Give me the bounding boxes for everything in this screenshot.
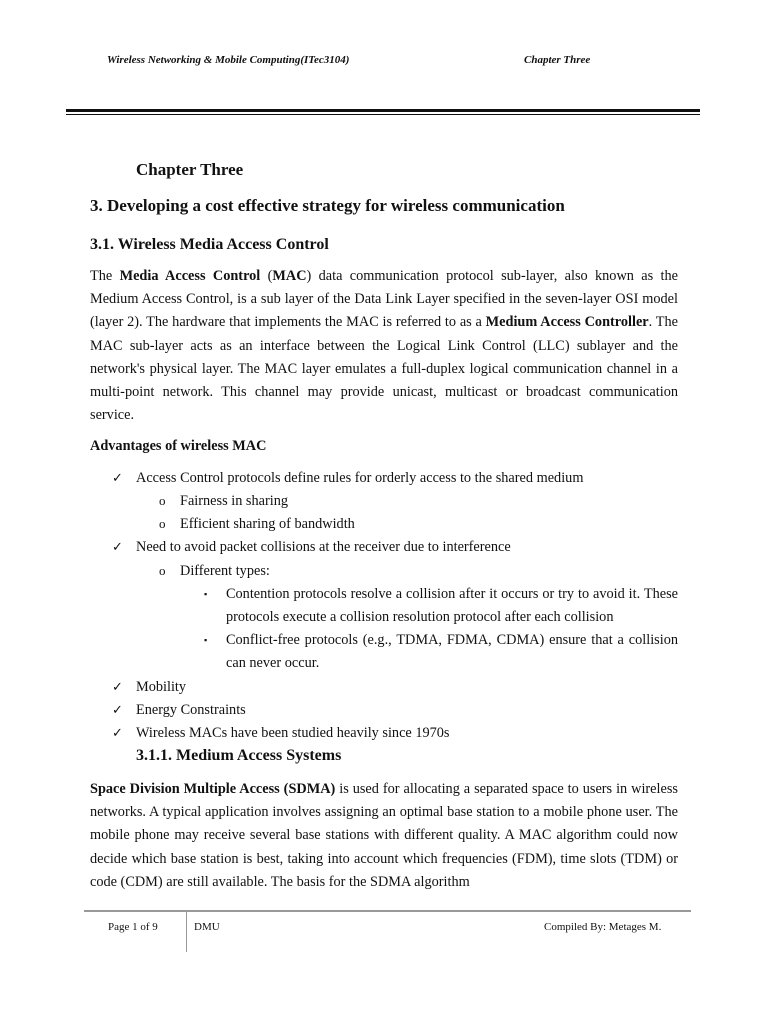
header-rule-thick — [66, 109, 700, 112]
section-heading: 3.1. Wireless Media Access Control — [90, 236, 329, 253]
list-item: Mobility — [136, 679, 187, 695]
para1-bold-controller: Medium Access Controller — [485, 314, 649, 331]
list-item: Fairness in sharing — [180, 493, 289, 509]
circle-bullet-icon: o — [159, 493, 166, 508]
running-header-chapter: Chapter Three — [524, 54, 591, 66]
list-item: Need to avoid packet collisions at the receiver due to interference — [136, 539, 511, 555]
advantages-heading: Advantages of wireless MAC — [90, 438, 267, 454]
circle-bullet-icon: o — [159, 516, 166, 531]
para2-bold-sdma: Space Division Multiple Access (SDMA) — [90, 781, 336, 797]
circle-bullet-icon: o — [159, 563, 166, 578]
footer-rule — [84, 910, 691, 912]
checkmark-icon: ✓ — [112, 470, 123, 485]
footer-divider — [186, 911, 187, 952]
checkmark-icon: ✓ — [112, 702, 123, 717]
footer-compiled-by: Compiled By: Metages M. — [544, 921, 662, 933]
header-rule-thin — [66, 114, 700, 115]
para1-text-1: The — [90, 268, 120, 284]
subsection-heading: 3.1.1. Medium Access Systems — [136, 747, 342, 764]
footer-page-number: Page 1 of 9 — [108, 921, 158, 933]
para1-bold-mac-abbrev: MAC — [272, 268, 307, 284]
checkmark-icon: ✓ — [112, 539, 123, 554]
square-bullet-icon: ▪ — [204, 635, 208, 645]
list-item: Different types: — [180, 563, 270, 579]
square-bullet-icon: ▪ — [204, 589, 208, 599]
sdma-paragraph — [90, 778, 678, 894]
list-item: Wireless MACs have been studied heavily since 1970s — [136, 725, 450, 741]
list-item: Energy Constraints — [136, 702, 246, 718]
list-item: Efficient sharing of bandwidth — [180, 516, 355, 532]
para1-bold-mac-term: Media Access Control — [119, 268, 261, 284]
para1-text-3: ) data communication protocol sub-layer, also known as the Medium Access Control, is a sub layer of the Data Link Layer specified in the seven-layer OSI model (layer 2). The hardware that implements the MAC is referred to as a — [90, 268, 678, 331]
para1-text-2: ( — [260, 268, 273, 284]
mac-intro-paragraph — [90, 265, 678, 427]
checkmark-icon: ✓ — [112, 679, 123, 694]
para2-text: is used for allocating a separated space to users in wireless networks. A typical application involves assigning an optimal base station to a mobile phone user. The mobile phone may receive several base stations with different quality. A MAC algorithm could now decide which base station is best, taking into account which frequencies (FDM), time slots (TDM) or code (CDM) are still available. The basis for the SDMA algorithm — [90, 781, 678, 890]
list-item: Contention protocols resolve a collision after it occurs or try to avoid it. These protocols execute a collision resolution protocol after each collision — [226, 586, 678, 625]
main-heading: 3. Developing a cost effective strategy for wireless communication — [90, 196, 565, 215]
para1-text-4: . The MAC sub-layer acts as an interface between the Logical Link Control (LLC) sublayer and the network's physical layer. The MAC layer emulates a full-duplex logical communication channel in a multi-point network. This channel may provide unicast, multicast or broadcast communication service. — [90, 314, 678, 424]
list-item: Access Control protocols define rules for orderly access to the shared medium — [136, 470, 584, 486]
list-item: Conflict-free protocols (e.g., TDMA, FDMA, CDMA) ensure that a collision can never occur. — [226, 632, 678, 671]
running-header-course: Wireless Networking & Mobile Computing(ITec3104) — [107, 54, 350, 66]
footer-org: DMU — [194, 921, 220, 933]
chapter-title: Chapter Three — [136, 160, 244, 179]
checkmark-icon: ✓ — [112, 725, 123, 740]
